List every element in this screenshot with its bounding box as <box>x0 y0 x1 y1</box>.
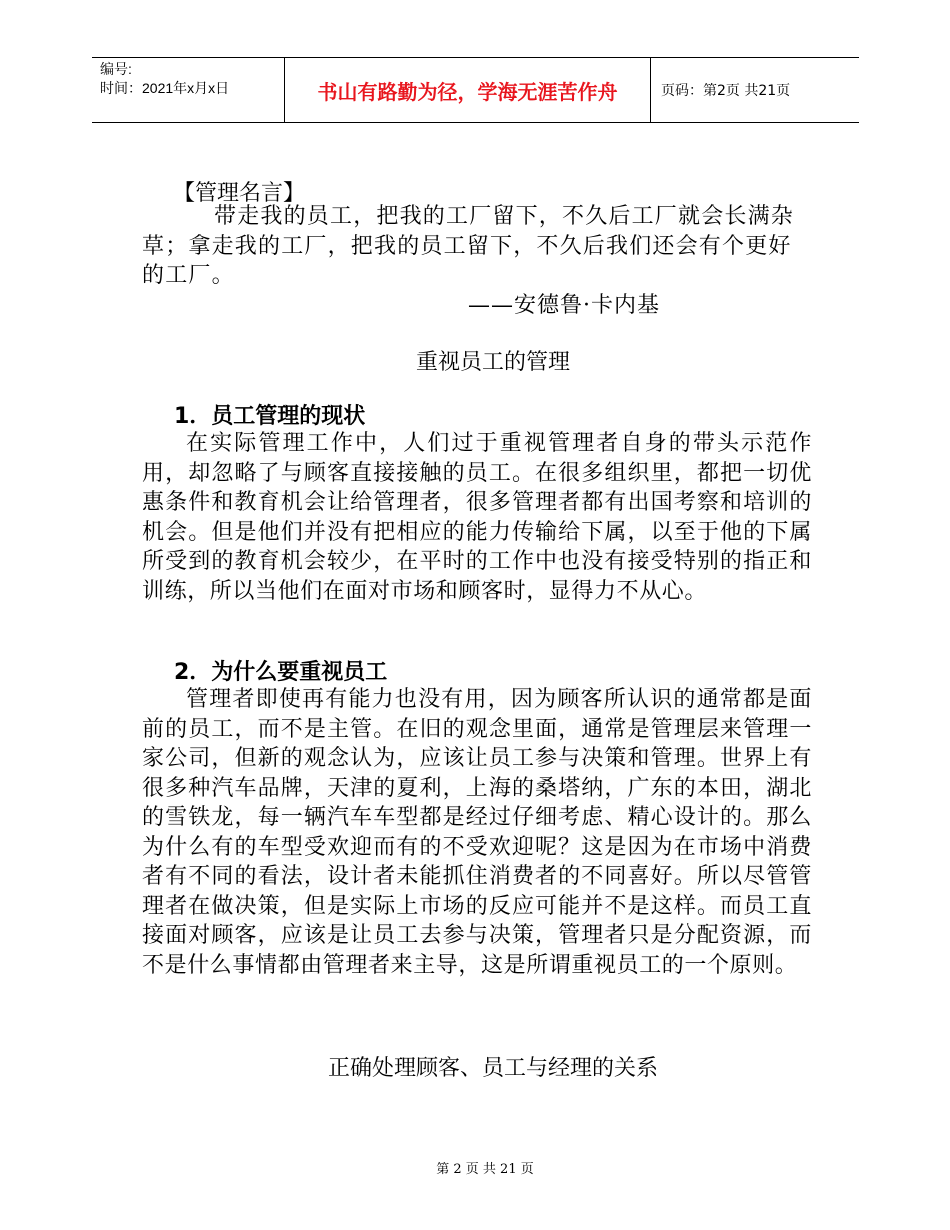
header-motto: 书山有路勤为径，学海无涯苦作舟 <box>285 58 651 122</box>
section-text-1: 在实际管理工作中，人们过于重视管理者自身的带头示范作用，却忽略了与顾客直接接触的员工。在很多组织里，都把一切优惠条件和教育机会让给管理者，很多管理者都有出国考察和培训的机会。但是他们并没有把相应的能力传输给下属，以至于他的下属所受到的教育机会较少，在平时的工作中也没有接受特别的指正和训练，所以当他们在面对市场和顾客时，显得力不从心。 <box>142 431 812 604</box>
page-title: 重视员工的管理 <box>415 350 570 375</box>
header-meta <box>92 58 285 122</box>
quote-author: ——安德鲁·卡内基 <box>468 293 660 318</box>
quote-heading: 【管理名言】 <box>173 181 306 206</box>
next-section-title: 正确处理顾客、员工与经理的关系 <box>327 1056 658 1081</box>
code-label: 编号: <box>100 61 132 77</box>
page-footer: 第 2 页 共 21 页 <box>436 1162 534 1177</box>
quote-text: 带走我的员工，把我的工厂留下，不久后工厂就会长满杂草；拿走我的工厂，把我的员工留下，不久后我们还会有个更好的工厂。 <box>142 204 795 288</box>
section-heading-1: 1．员工管理的现状 <box>174 404 366 429</box>
page-header <box>92 57 859 123</box>
section-text-2: 管理者即使再有能力也没有用，因为顾客所认识的通常都是面前的员工，而不是主管。在旧的观念里面，通常是管理层来管理一家公司，但新的观念认为，应该让员工参与决策和管理。世界上有很多种汽车品牌，天津的夏利，上海的桑塔纳，广东的本田，湖北的雪铁龙，每一辆汽车车型都是经过仔细考虑、精心设计的。那么为什么有的车型受欢迎而有的不受欢迎呢？这是因为在市场中消费者有不同的看法，设计者未能抓住消费者的不同喜好。所以尽管管理者在做决策，但是实际上市场的反应可能并不是这样。而员工直接面对顾客，应该是让员工去参与决策，管理者只是分配资源，而不是什么事情都由管理者来主导，这是所谓重视员工的一个原则。 <box>142 687 812 978</box>
time-label: 时间：2021年x月x日 <box>100 80 230 96</box>
section-heading-2: 2．为什么要重视员工 <box>174 660 388 685</box>
header-page-info: 页码：第2页 共21页 <box>661 83 791 99</box>
